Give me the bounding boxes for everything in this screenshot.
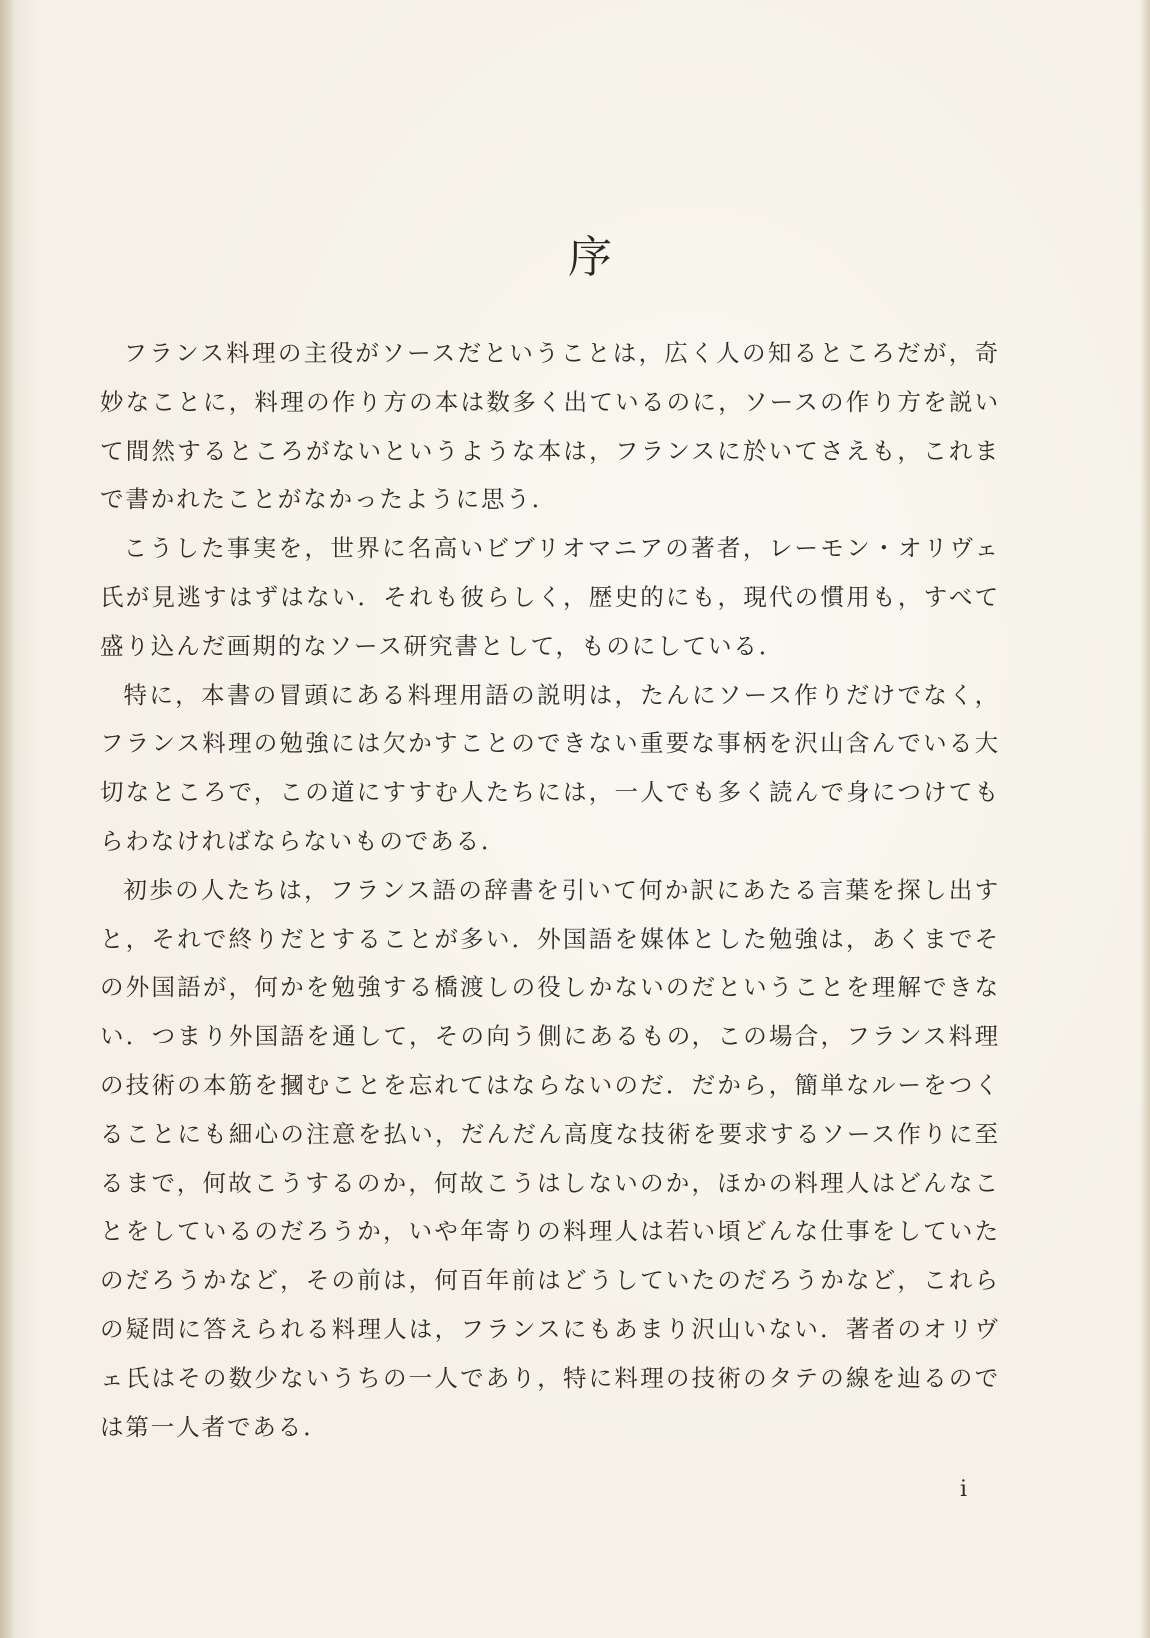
- page-number: i: [960, 1477, 968, 1502]
- paragraph: こうした事実を，世界に名高いビブリオマニアの著者，レーモン・オリヴェ氏が見逃すはずはない．それも彼らしく，歴史的にも，現代の慣用も，すべて盛り込んだ画期的なソース研究書として，ものにしている．: [100, 534, 1000, 660]
- body-text: [100, 329, 1000, 1451]
- paragraph: 初歩の人たちは，フランス語の辞書を引いて何か訳にあたる言葉を探し出すと，それで終りだとすることが多い．外国語を媒体とした勉強は，あくまでその外国語が，何かを勉強する橋渡しの役しかないのだということを理解できない．つまり外国語を通して，その向う側にあるもの，この場合，フランス料理の技術の本筋を摑むことを忘れてはならないのだ．だから，簡単なルーをつくることにも細心の注意を払い，だんだん高度な技術を要求するソース作りに至るまで，何故こうするのか，何故こうはしないのか，ほかの料理人はどんなことをしているのだろうか，いや年寄りの料理人は若い頃どんな仕事をしていたのだろうかなど，その前は，何百年前はどうしていたのだろうかなど，これらの疑問に答えられる料理人は，フランスにもあまり沢山いない．著者のオリヴェ氏はその数少ないうちの一人であり，特に料理の技術のタテの線を辿るのでは第一人者である．: [100, 875, 1000, 1441]
- paragraph: フランス料理の主役がソースだということは，広く人の知るところだが，奇妙なことに，料理の作り方の本は数多く出ているのに，ソースの作り方を説いて間然するところがないというような本は，フランスに於いてさえも，これまで書かれたことがなかったように思う．: [100, 339, 1001, 514]
- paragraph: 特に，本書の冒頭にある料理用語の説明は，たんにソース作りだけでなく，フランス料理の勉強には欠かすことのできない重要な事柄を沢山含んでいる大切なところで，この道にすすむ人たちには，一人でも多く読んで身につけてもらわなければならないものである．: [100, 680, 1000, 855]
- page-title: 序: [568, 232, 612, 283]
